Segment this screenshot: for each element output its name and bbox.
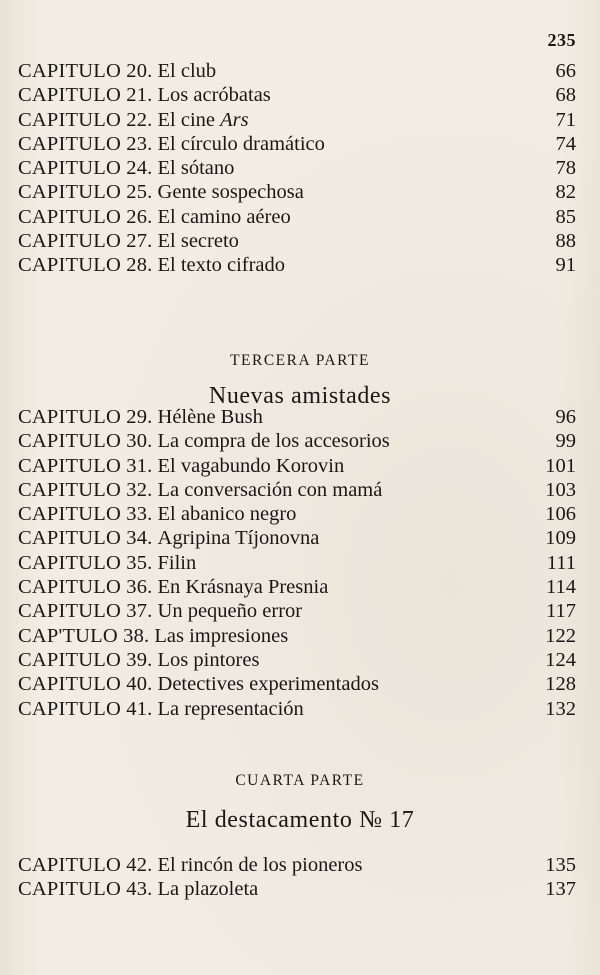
toc-entry <box>0 132 600 156</box>
toc-entry <box>0 59 600 83</box>
part3-header <box>0 318 600 412</box>
toc-entry <box>0 575 600 599</box>
toc-part2-list <box>0 59 600 278</box>
part-title: El destacamento № 17 <box>185 807 415 833</box>
chapter-label: CAPITULO 23. <box>18 132 153 155</box>
chapter-title: Un pequeño error <box>157 600 303 623</box>
part-title: Nuevas amistades <box>208 383 392 409</box>
page-ref: 132 <box>545 697 576 720</box>
toc-entry <box>0 853 600 877</box>
page-ref: 109 <box>545 527 576 550</box>
page-ref: 124 <box>545 648 576 671</box>
page-ref: 137 <box>545 878 576 901</box>
toc-entry <box>0 253 600 277</box>
page-ref: 68 <box>555 84 576 107</box>
toc-part4-list <box>0 853 600 902</box>
chapter-title: Las impresiones <box>154 624 289 647</box>
chapter-title: El sótano <box>157 157 235 180</box>
chapter-label: CAPITULO 36. <box>18 576 153 599</box>
chapter-title: El círculo dramático <box>157 132 325 155</box>
part-label: TERCERA PARTE <box>230 352 370 369</box>
page-ref: 82 <box>555 181 576 204</box>
chapter-title: El secreto <box>157 230 239 253</box>
chapter-label: CAP'TULO 38. <box>18 624 150 647</box>
chapter-label: CAPITULO 25. <box>18 181 153 204</box>
chapter-label: CAPITULO 22. <box>18 108 153 131</box>
toc-entry <box>0 599 600 623</box>
toc-entry <box>0 502 600 526</box>
page-ref: 74 <box>555 132 576 155</box>
page-ref: 96 <box>555 406 576 428</box>
page-ref: 135 <box>545 854 576 876</box>
toc-entry <box>0 478 600 502</box>
chapter-label: CAPITULO 39. <box>18 648 153 671</box>
page-number: 235 <box>547 30 576 50</box>
chapter-title: Gente sospechosa <box>157 181 304 204</box>
page-ref: 91 <box>555 254 576 277</box>
chapter-label: CAPITULO 26. <box>18 205 153 228</box>
chapter-title: La representación <box>157 697 304 720</box>
chapter-title: Detectives experimentados <box>157 673 379 696</box>
page-ref: 101 <box>545 454 576 477</box>
chapter-title: Hélène Bush <box>157 406 263 428</box>
chapter-label: CAPITULO 27. <box>18 230 153 253</box>
part4-header <box>0 770 600 836</box>
toc-entry <box>0 108 600 132</box>
chapter-label: CAPITULO 21. <box>18 84 153 107</box>
chapter-title: El club <box>157 60 217 82</box>
page-ref: 71 <box>555 108 576 131</box>
toc-entry <box>0 405 600 429</box>
chapter-label: CAPITULO 31. <box>18 454 153 477</box>
page-ref: 114 <box>546 576 576 599</box>
toc-entry <box>0 229 600 253</box>
chapter-title: En Krásnaya Presnia <box>157 576 329 599</box>
chapter-label: CAPITULO 24. <box>18 157 153 180</box>
chapter-label: CAPITULO 30. <box>18 430 153 453</box>
toc-entry <box>0 877 600 901</box>
toc-entry <box>0 205 600 229</box>
chapter-title: La plazoleta <box>157 878 259 901</box>
chapter-title: Filin <box>157 551 197 574</box>
chapter-title: La compra de los accesorios <box>157 430 390 453</box>
chapter-label: CAPITULO 28. <box>18 254 153 277</box>
toc-entry <box>0 624 600 648</box>
chapter-title: Los acróbatas <box>157 84 271 107</box>
page-ref: 85 <box>555 205 576 228</box>
chapter-label: CAPITULO 32. <box>18 478 153 501</box>
chapter-title: El abanico negro <box>157 503 297 526</box>
chapter-label: CAPITULO 34. <box>18 527 153 550</box>
toc-entry <box>0 180 600 204</box>
chapter-label: CAPITULO 29. <box>18 406 153 428</box>
chapter-title-italic: Ars <box>220 108 249 131</box>
chapter-title-pre: El cine <box>157 108 221 131</box>
page-ref: 128 <box>545 673 576 696</box>
chapter-title: El texto cifrado <box>157 254 286 277</box>
toc-entry <box>0 697 600 721</box>
toc-entry <box>0 551 600 575</box>
page-ref: 122 <box>545 624 576 647</box>
chapter-title: La conversación con mamá <box>157 478 383 501</box>
chapter-label: CAPITULO 37. <box>18 600 153 623</box>
page-ref: 66 <box>555 60 576 82</box>
toc-entry <box>0 672 600 696</box>
chapter-title: Agripina Tíjonovna <box>157 527 320 550</box>
page-ref: 103 <box>545 478 576 501</box>
page-ref: 78 <box>555 157 576 180</box>
toc-entry <box>0 454 600 478</box>
chapter-label: CAPITULO 41. <box>18 697 153 720</box>
chapter-title: Los pintores <box>157 648 260 671</box>
page-ref: 117 <box>546 600 576 623</box>
page-ref: 106 <box>545 503 576 526</box>
chapter-title: El camino aéreo <box>157 205 291 228</box>
page-ref: 88 <box>555 230 576 253</box>
page-ref: 111 <box>546 551 576 574</box>
part-label: CUARTA PARTE <box>235 772 365 789</box>
toc-entry <box>0 156 600 180</box>
chapter-title: El vagabundo Korovin <box>157 454 345 477</box>
chapter-label: CAPITULO 40. <box>18 673 153 696</box>
chapter-label: CAPITULO 35. <box>18 551 153 574</box>
chapter-label: CAPITULO 20. <box>18 60 153 82</box>
toc-entry <box>0 83 600 107</box>
toc-part3-list <box>0 405 600 721</box>
chapter-title: El rincón de los pioneros <box>157 854 363 876</box>
chapter-title <box>158 108 249 132</box>
page-ref: 99 <box>555 430 576 453</box>
chapter-label: CAPITULO 43. <box>18 878 153 901</box>
toc-entry <box>0 526 600 550</box>
chapter-label: CAPITULO 33. <box>18 503 153 526</box>
toc-entry <box>0 429 600 453</box>
toc-entry <box>0 648 600 672</box>
chapter-label: CAPITULO 42. <box>18 854 153 876</box>
